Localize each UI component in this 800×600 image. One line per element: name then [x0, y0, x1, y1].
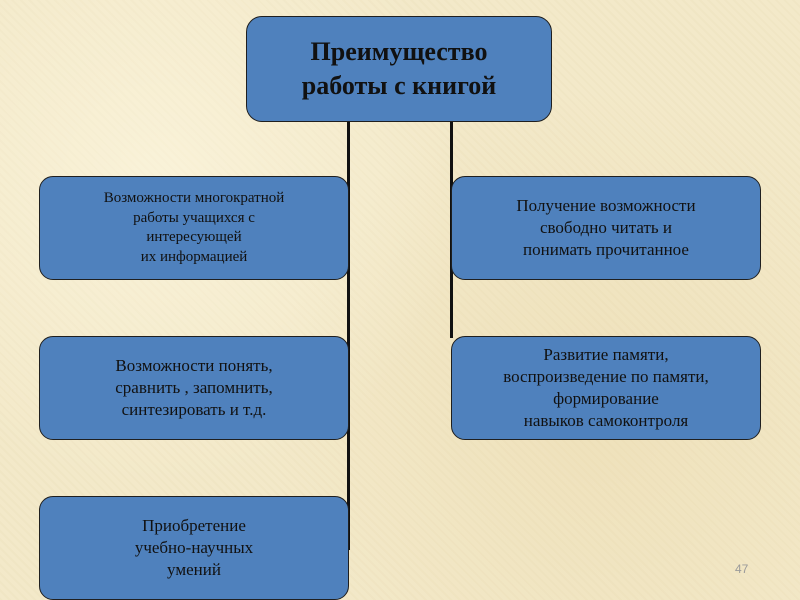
left-box-understand-compare: Возможности понять, сравнить , запомнить, синтезировать и т.д.	[39, 336, 349, 440]
right-box-memory-development: Развитие памяти, воспроизведение по памяти, формирование навыков самоконтроля	[451, 336, 761, 440]
diagram-title-box: Преимущество работы с книгой	[246, 16, 552, 122]
right-box-free-reading: Получение возможности свободно читать и понимать прочитанное	[451, 176, 761, 280]
left-box-repeated-work: Возможности многократной работы учащихся с интересующей их информацией	[39, 176, 349, 280]
page-number: 47	[735, 562, 749, 576]
left-box-scientific-skills: Приобретение учебно-научных умений	[39, 496, 349, 600]
